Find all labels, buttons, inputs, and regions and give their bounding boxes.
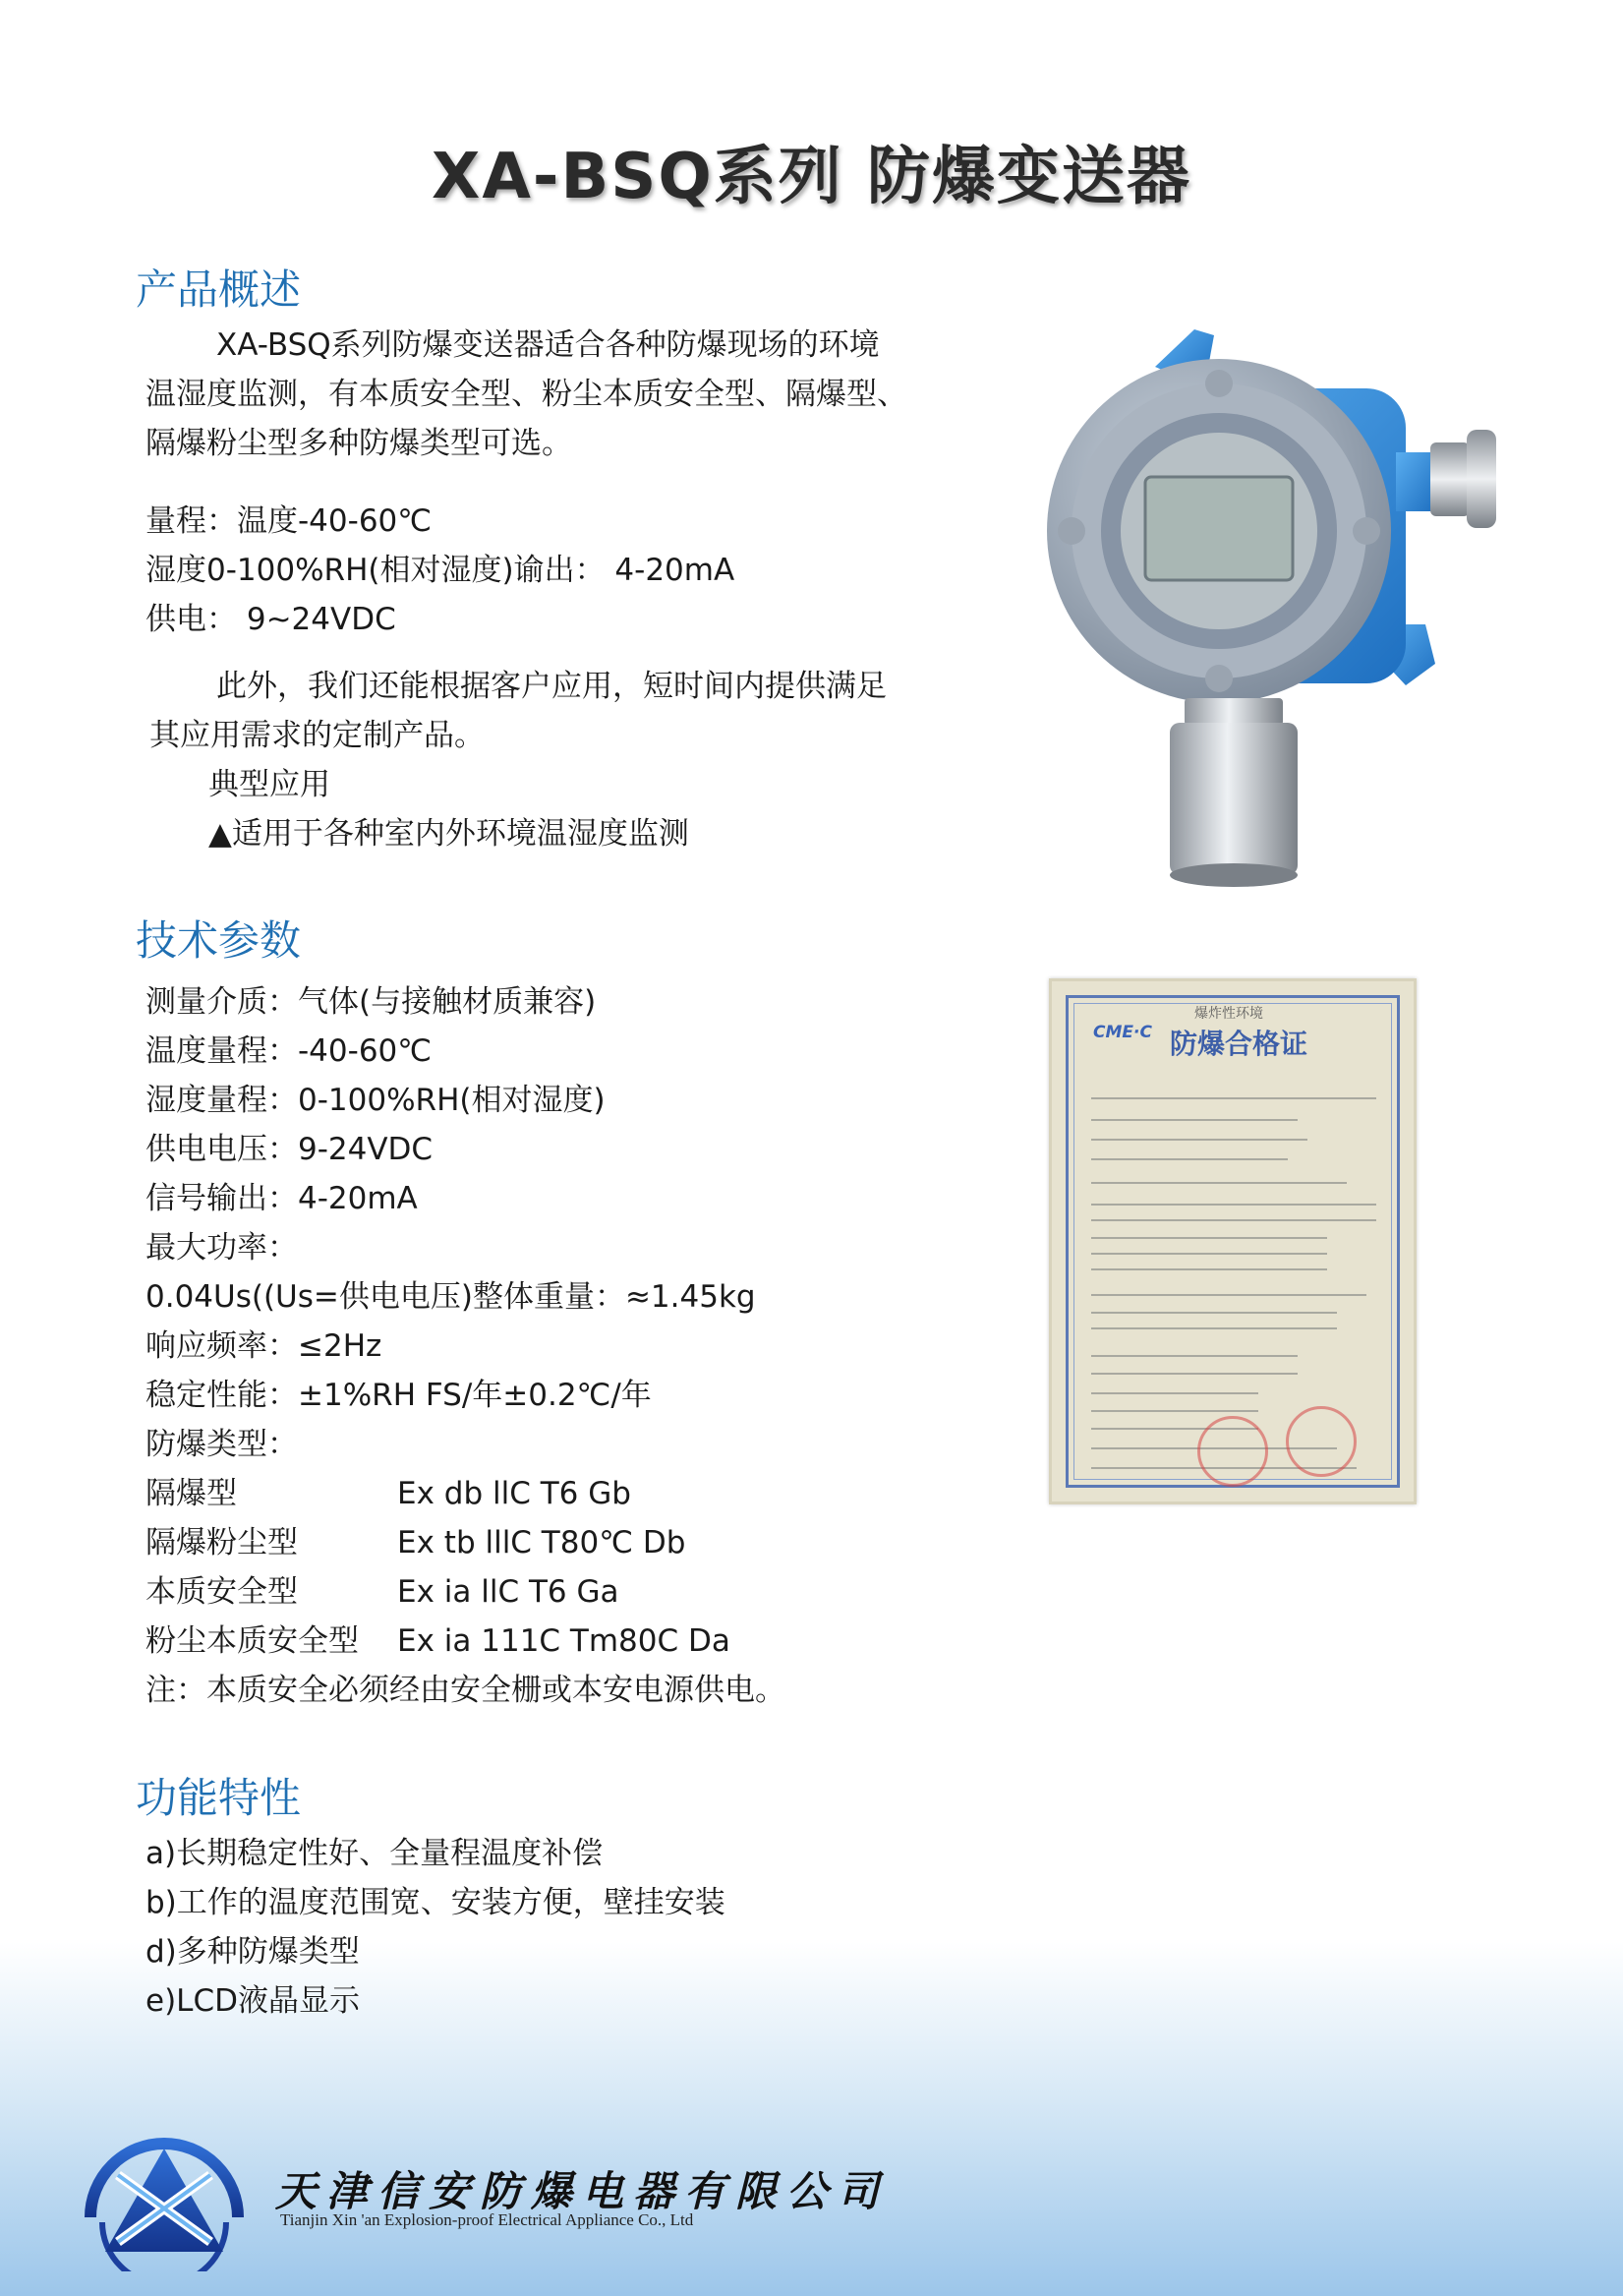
explosion-proof-certificate-image xyxy=(1049,978,1417,1504)
tech-param-line: 最大功率： xyxy=(145,1230,298,1266)
overview-heading: 产品概述 xyxy=(136,265,302,314)
explosion-type-code: Ex tb lllC T80℃ Db xyxy=(397,1525,686,1560)
humidity-spec: 湿度0-100%RH(相对湿度)谕出： 4-20mA xyxy=(145,553,735,588)
company-name-chinese: 天津信安防爆电器有限公司 xyxy=(275,2167,890,2215)
feature-item: b)工作的温度范围宽、安装方便，壁挂安装 xyxy=(145,1885,725,1920)
tech-param-line: 0.04Us((Us=供电电压)整体重量：≈1.45kg xyxy=(145,1279,756,1315)
tech-param-line: 供电电压：9-24VDC xyxy=(145,1132,434,1167)
feature-item: a)长期稳定性好、全量程温度补偿 xyxy=(145,1836,604,1871)
company-logo xyxy=(81,2104,248,2271)
explosion-type-code: Ex ia 111C Tm80C Da xyxy=(397,1623,730,1659)
custom-text-line: 其应用需求的定制产品。 xyxy=(149,718,485,753)
custom-text-line: 此外，我们还能根据客户应用，短时间内提供满足 xyxy=(216,669,887,704)
tech-param-line: 信号输出：4-20mA xyxy=(145,1181,418,1216)
explosion-type-name: 粉尘本质安全型 xyxy=(145,1623,359,1659)
overview-text-line: 隔爆粉尘型多种防爆类型可选。 xyxy=(145,426,572,461)
tech-param-line: 响应频率：≤2Hz xyxy=(145,1328,382,1364)
tech-param-line: 温度量程：-40-60℃ xyxy=(145,1033,433,1069)
features-heading: 功能特性 xyxy=(136,1774,302,1822)
explosion-type-name: 隔爆型 xyxy=(145,1476,237,1511)
tech-param-line: 湿度量程：0-100%RH(相对湿度) xyxy=(145,1083,606,1118)
feature-item: d)多种防爆类型 xyxy=(145,1934,360,1970)
transmitter-device-image xyxy=(1013,329,1504,890)
range-spec: 量程：温度-40-60℃ xyxy=(145,503,433,539)
certificate-title: 防爆合格证 xyxy=(1170,1028,1308,1060)
overview-text-line: XA-BSQ系列防爆变送器适合各种防爆现场的环境 xyxy=(216,327,880,363)
typical-application-item: ▲适用于各种室内外环境温湿度监测 xyxy=(208,816,689,852)
feature-item: e)LCD液晶显示 xyxy=(145,1983,360,2019)
certificate-stamp xyxy=(1286,1406,1357,1477)
certificate-header: 爆炸性环境 xyxy=(1194,1006,1263,1022)
tech-param-line: 防爆类型： xyxy=(145,1427,298,1462)
tech-param-line: 测量介质：气体(与接触材质兼容) xyxy=(145,984,597,1020)
company-name-english: Tianjin Xin 'an Explosion-proof Electrical Appliance Co., Ltd xyxy=(280,2210,694,2229)
certificate-logo: CME·C xyxy=(1093,1023,1152,1042)
explosion-type-name: 隔爆粉尘型 xyxy=(145,1525,298,1560)
explosion-type-code: Ex db llC T6 Gb xyxy=(397,1476,631,1511)
power-spec: 供电： 9~24VDC xyxy=(145,602,396,637)
explosion-type-code: Ex ia llC T6 Ga xyxy=(397,1574,619,1610)
safety-note: 注：本质安全必须经由安全栅或本安电源供电。 xyxy=(145,1673,785,1708)
tech-param-line: 稳定性能：±1%RH FS/年±0.2℃/年 xyxy=(145,1378,652,1413)
certificate-stamp xyxy=(1197,1416,1268,1487)
typical-application-heading: 典型应用 xyxy=(208,767,330,802)
page-title: XA-BSQ系列 防爆变送器 xyxy=(432,141,1191,213)
explosion-type-name: 本质安全型 xyxy=(145,1574,298,1610)
overview-text-line: 温湿度监测，有本质安全型、粉尘本质安全型、隔爆型、 xyxy=(145,377,907,412)
tech-heading: 技术参数 xyxy=(136,916,302,965)
